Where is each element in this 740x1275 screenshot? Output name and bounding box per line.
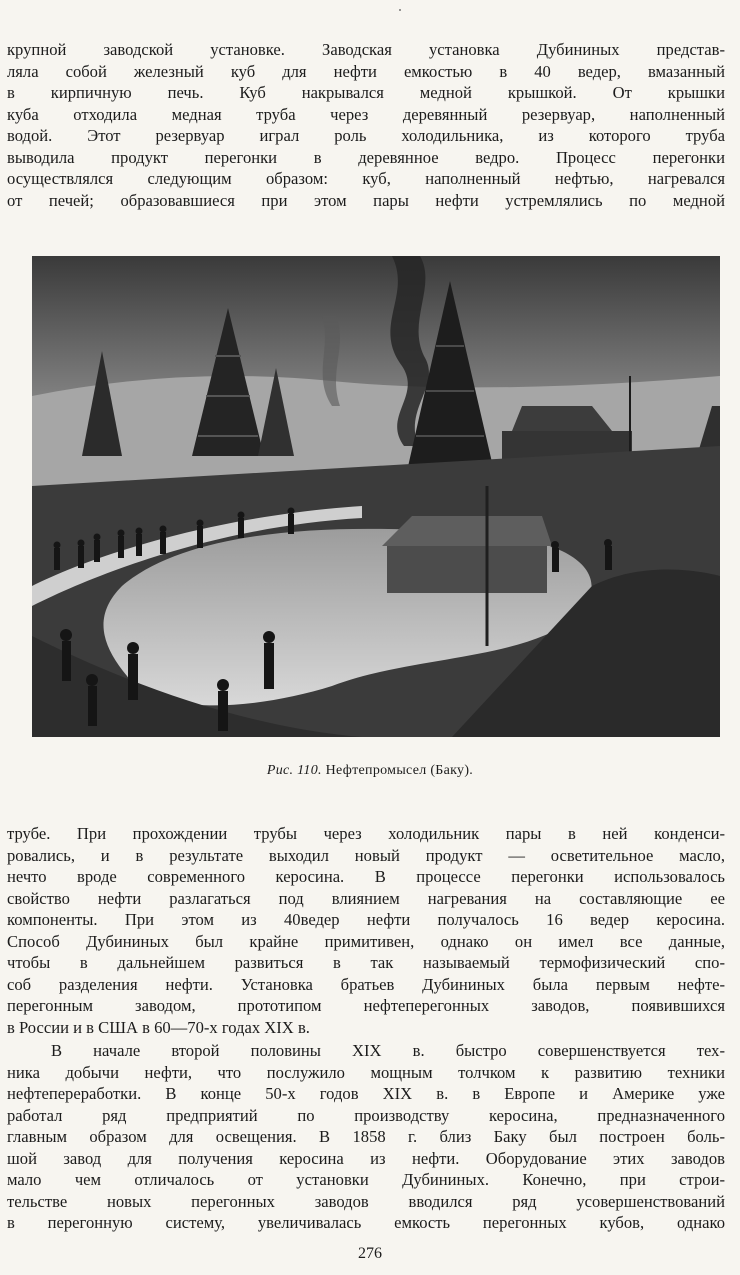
text-line: ника добычи нефти, что послужило мощным толчком к развитию техники: [7, 1062, 725, 1082]
paragraph-top: [7, 39, 725, 211]
text-line: главным образом для освещения. В 1858 г. близ Баку был построен боль-: [7, 1127, 725, 1146]
text-line: крупной заводской установке. Заводская установка Дубининых представ-: [7, 40, 725, 59]
text-line: в России и в США в 60—70-х годах XIX в.: [7, 1017, 310, 1037]
oilfield-photo-illustration: [32, 256, 720, 737]
text-line: водой. Этот резервуар играл роль холодильника, из которого труба: [7, 126, 725, 145]
paragraph-bottom: [7, 1040, 725, 1234]
text-line: осуществлялся следующим образом: куб, наполненный нефтью, нагревался: [7, 169, 725, 188]
text-line: перегонным заводом, прототипом нефтеперегонных заводов, появившихся: [7, 996, 725, 1015]
text-line: ляла собой железный куб для нефти емкостью в 40 ведер, вмазанный: [7, 61, 725, 81]
figure-number: Рис. 110.: [266, 763, 322, 778]
text-line: В начале второй половины XIX в. быстро совершенствуется тех-: [51, 1041, 725, 1060]
text-line: тельстве новых перегонных заводов вводился ряд усовершенствований: [7, 1191, 725, 1211]
oilfield-photo: [32, 256, 720, 737]
figure-caption-text: Нефтепромысел (Баку).: [325, 763, 474, 778]
text-line: ровались, и в результате выходил новый продукт — осветительное масло,: [7, 845, 725, 865]
text-line: выводила продукт перегонки в деревянное ведро. Процесс перегонки: [7, 147, 725, 167]
paragraph-middle: [7, 823, 725, 1038]
figure-caption: [0, 763, 740, 779]
text-line: мало чем отличалось от установки Дубининых. Конечно, при строи-: [7, 1170, 725, 1189]
text-line: в кирпичную печь. Куб накрывался медной крышкой. От крышки: [7, 83, 725, 102]
text-line: от печей; образовавшиеся при этом пары нефти устремлялись по медной: [7, 190, 725, 210]
print-speck: [399, 9, 401, 11]
page-number: 276: [358, 1245, 382, 1262]
text-line: нечто вроде современного керосина. В процессе перегонки использовалось: [7, 867, 725, 886]
text-line: трубе. При прохождении трубы через холодильник пары в ней конденси-: [7, 824, 725, 843]
text-line: куба отходила медная труба через деревянный резервуар, наполненный: [7, 104, 725, 124]
text-line: нефтепереработки. В конце 50-х годов XIX в. в Европе и Америке уже: [7, 1084, 725, 1103]
text-line: работал ряд предприятий по производству керосина, предназначенного: [7, 1105, 725, 1125]
text-line: чтобы в дальнейшем развиться в так называемый термофизический спо-: [7, 953, 725, 972]
text-line: компоненты. При этом из 40ведер нефти получалось 16 ведер керосина.: [7, 910, 725, 929]
text-line: свойство нефти разлагаться под влиянием нагревания на составляющие ее: [7, 888, 725, 908]
text-line: соб разделения нефти. Установка братьев Дубининых была первым нефте-: [7, 974, 725, 994]
text-line: шой завод для получения керосина из нефти. Оборудование этих заводов: [7, 1148, 725, 1168]
text-line: в перегонную систему, увеличивалась емкость перегонных кубов, однако: [7, 1213, 725, 1232]
text-line: Способ Дубининых был крайне примитивен, однако он имел все данные,: [7, 931, 725, 951]
